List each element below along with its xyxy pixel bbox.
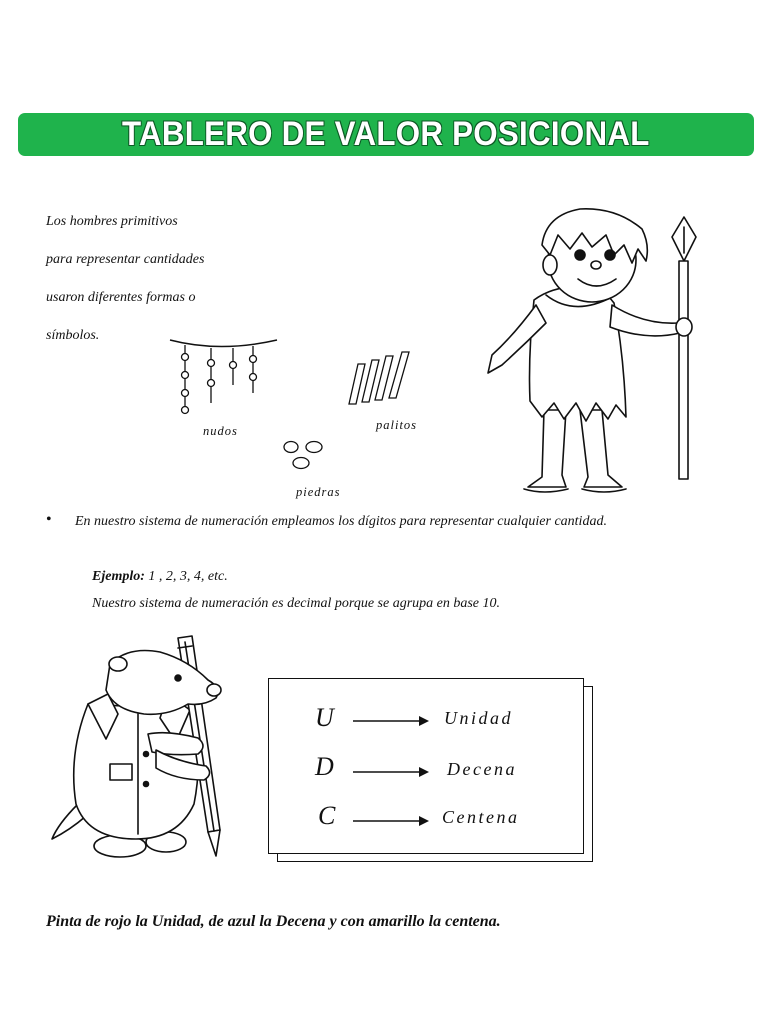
piedras-label: piedras [296,485,341,499]
nudos-label: nudos [203,424,238,438]
page-title: TABLERO DE VALOR POSICIONAL [122,115,650,153]
example-values: 1 , 2, 3, 4, etc. [144,569,228,584]
word-unidad: Unidad [444,708,513,728]
letter-d: D [315,752,334,781]
intro-line-1: Los hombres primitivos [46,214,178,229]
intro-line-4: símbolos. [46,328,100,343]
title-banner [18,113,754,156]
letter-u: U [315,703,334,732]
piedras-illustration [279,439,327,473]
arrow-u-icon [353,715,429,727]
nudos-illustration [165,335,285,415]
palitos-illustration [348,352,412,406]
arrow-c-icon [353,815,429,827]
word-decena: Decena [447,759,517,779]
example-label: Ejemplo [92,569,141,584]
example-line [92,569,228,585]
mole-with-pencil-illustration [48,634,228,864]
caveman-illustration [484,205,704,500]
bullet-dot: • [46,511,52,528]
word-centena: Centena [442,807,520,827]
intro-line-2: para representar cantidades [46,252,205,267]
palitos-label: palitos [376,418,418,432]
footer-instruction: Pinta de rojo la Unidad, de azul la Decena y con amarillo la centena. [46,913,501,930]
intro-line-3: usaron diferentes formas o [46,290,196,305]
arrow-d-icon [353,766,429,778]
example-note: Nuestro sistema de numeración es decimal porque se agrupa en base 10. [92,596,501,611]
example-colon: : [140,569,145,584]
letter-c: C [318,801,336,830]
bullet-paragraph: En nuestro sistema de numeración empleamos los dígitos para representar cualquier cantidad. [75,514,607,529]
